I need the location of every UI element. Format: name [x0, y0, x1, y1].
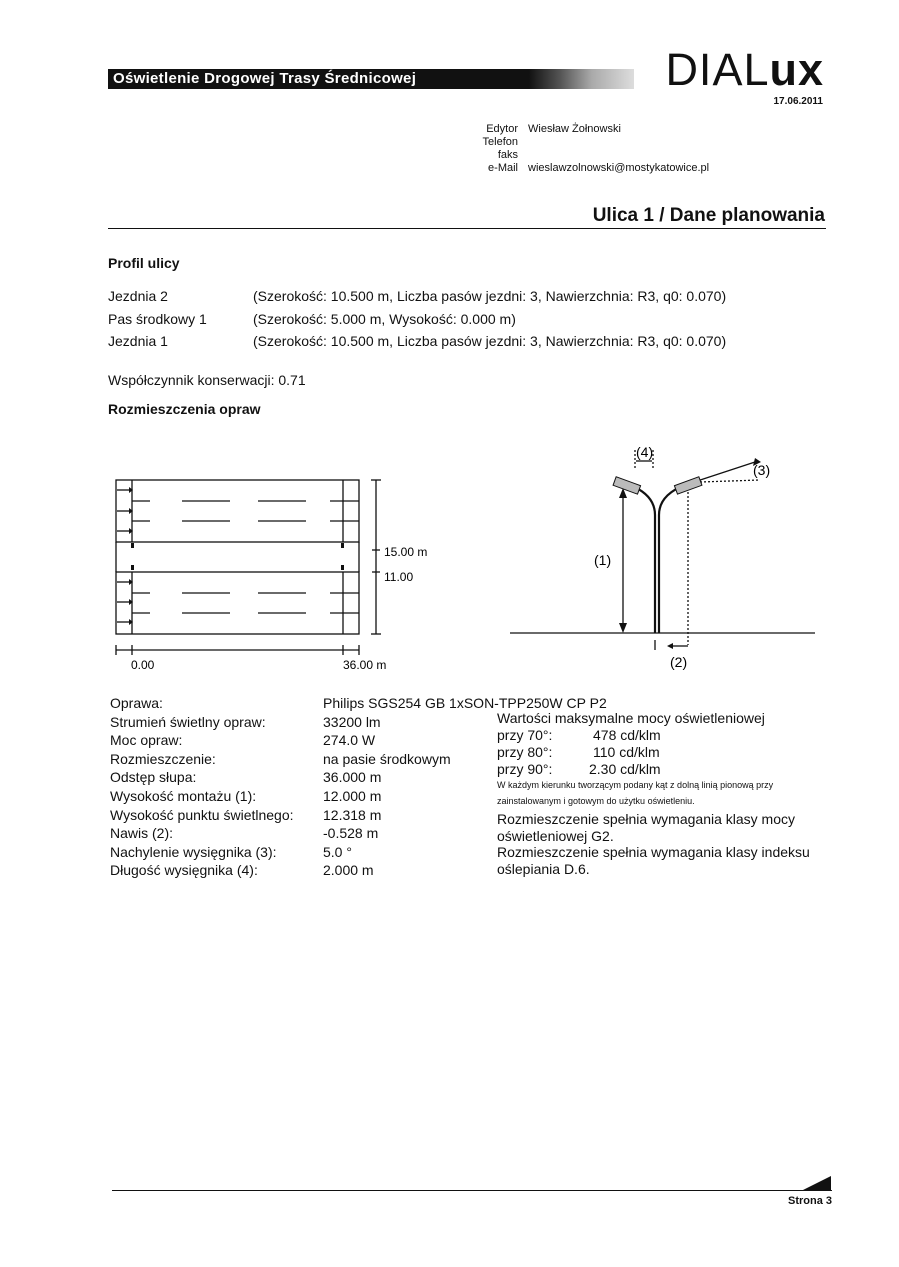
luminaire-head-left — [613, 477, 641, 494]
street-profile-heading: Profil ulicy — [108, 255, 180, 271]
spec-value: 36.000 m — [323, 769, 382, 786]
spec-value: 12.000 m — [323, 787, 382, 804]
banner-title: Oświetlenie Drogowej Trasy Średnicowej — [113, 70, 417, 87]
spec-value: na pasie środkowym — [323, 750, 451, 767]
contact-value-editor: Wiesław Żołnowski — [528, 123, 621, 135]
pole-right-arm — [659, 485, 685, 633]
x-start-label: 0.00 — [131, 658, 155, 672]
dim-total-label: 15.00 m — [384, 545, 428, 559]
profile-row-name: Pas środkowy 1 — [108, 311, 207, 327]
spec-label: Oprawa: — [110, 695, 163, 711]
label-mounting-height: (1) — [594, 552, 612, 568]
spec-label: Strumień świetlny opraw: — [110, 713, 266, 730]
spec-label: Rozmieszczenie: — [110, 750, 216, 767]
spec-label: Wysokość montażu (1): — [110, 787, 257, 804]
luminaire-marker — [131, 543, 134, 548]
spec-value: 274.0 W — [323, 732, 376, 749]
road-plan-diagram — [100, 470, 428, 680]
label-overhang: (2) — [670, 654, 688, 670]
spec-value: 5.0 ° — [323, 843, 352, 860]
pole-left-arm — [630, 485, 655, 633]
spec-label: Wysokość punktu świetlnego: — [110, 806, 294, 823]
intensity-value: 110 cd/klm — [593, 744, 660, 760]
class-g-line1: Rozmieszczenie spełnia wymagania klasy mocy — [497, 811, 796, 827]
profile-row-value: (Szerokość: 10.500 m, Liczba pasów jezdni: 3, Nawierzchnia: R3, q0: 0.070) — [253, 333, 727, 349]
profile-row-value: (Szerokość: 10.500 m, Liczba pasów jezdni: 3, Nawierzchnia: R3, q0: 0.070) — [253, 288, 727, 304]
intensity-note: W każdym kierunku tworzącym podany kąt z dolną linią pionową przy — [497, 780, 774, 790]
arrangement-heading: Rozmieszczenia opraw — [108, 401, 261, 417]
spec-label: Odstęp słupa: — [110, 769, 197, 786]
profile-row-name: Jezdnia 1 — [108, 333, 168, 349]
intensity-angle: przy 70°: — [497, 727, 553, 743]
intensity-angle: przy 90°: — [497, 761, 553, 777]
contact-value-email: wieslawzolnowski@mostykatowice.pl — [528, 162, 710, 174]
luminaire-marker — [341, 543, 344, 548]
contact-label-fax: faks — [497, 149, 518, 161]
pole-side-diagram — [505, 440, 825, 675]
x-end-label: 36.00 m — [343, 658, 387, 672]
contact-label-editor: Edytor — [486, 123, 518, 135]
intensity-value: 2.30 cd/klm — [589, 761, 661, 777]
spec-label: Długość wysięgnika (4): — [110, 862, 258, 879]
spec-label: Nawis (2): — [110, 825, 174, 842]
profile-row-value: (Szerokość: 5.000 m, Wysokość: 0.000 m) — [253, 311, 516, 327]
luminaire-name: Philips SGS254 GB 1xSON-TPP250W CP P2 — [323, 695, 607, 711]
luminaire-marker — [341, 565, 344, 570]
logo-left: DIAL — [665, 44, 770, 95]
logo-right: ux — [769, 44, 824, 95]
spec-value: 2.000 m — [323, 862, 374, 879]
spec-value: 12.318 m — [323, 806, 382, 823]
dim-inner-label: 11.00 — [384, 570, 414, 584]
spec-labels — [110, 694, 294, 880]
spec-values — [323, 713, 451, 880]
contact-label-email: e-Mail — [488, 162, 518, 174]
intensity-value: 478 cd/klm — [593, 727, 661, 743]
profile-row-name: Jezdnia 2 — [108, 288, 168, 304]
label-arm-length: (4) — [636, 444, 654, 460]
class-g-line2: oświetleniowej G2. — [497, 828, 614, 844]
class-d-line2: oślepiania D.6. — [497, 861, 590, 877]
dialux-logo — [665, 44, 824, 95]
spec-label: Moc opraw: — [110, 732, 183, 749]
footer-divider — [112, 1190, 832, 1191]
section-divider — [108, 228, 826, 229]
luminaire-head-right — [674, 477, 702, 494]
maintenance-factor: Współczynnik konserwacji: 0.71 — [108, 372, 306, 388]
document-date: 17.06.2011 — [773, 96, 823, 107]
spec-label: Nachylenie wysięgnika (3): — [110, 843, 277, 860]
page-number: Strona 3 — [787, 1195, 832, 1207]
label-arm-tilt: (3) — [753, 462, 771, 478]
class-d-line1: Rozmieszczenie spełnia wymagania klasy indeksu — [497, 844, 810, 860]
page-corner-icon — [803, 1176, 831, 1190]
spec-value: -0.528 m — [323, 825, 379, 842]
intensity-heading: Wartości maksymalne mocy oświetleniowej — [497, 710, 765, 726]
luminaire-marker — [131, 565, 134, 570]
carriageway-2 — [116, 480, 359, 542]
spec-value: 33200 lm — [323, 713, 381, 730]
intensity-angle: przy 80°: — [497, 744, 553, 760]
contact-label-phone: Telefon — [482, 136, 518, 148]
intensity-note: zainstalowanym i gotowym do użytku oświetleniu. — [497, 796, 695, 806]
section-title: Ulica 1 / Dane planowania — [592, 205, 825, 226]
carriageway-1 — [116, 572, 359, 634]
